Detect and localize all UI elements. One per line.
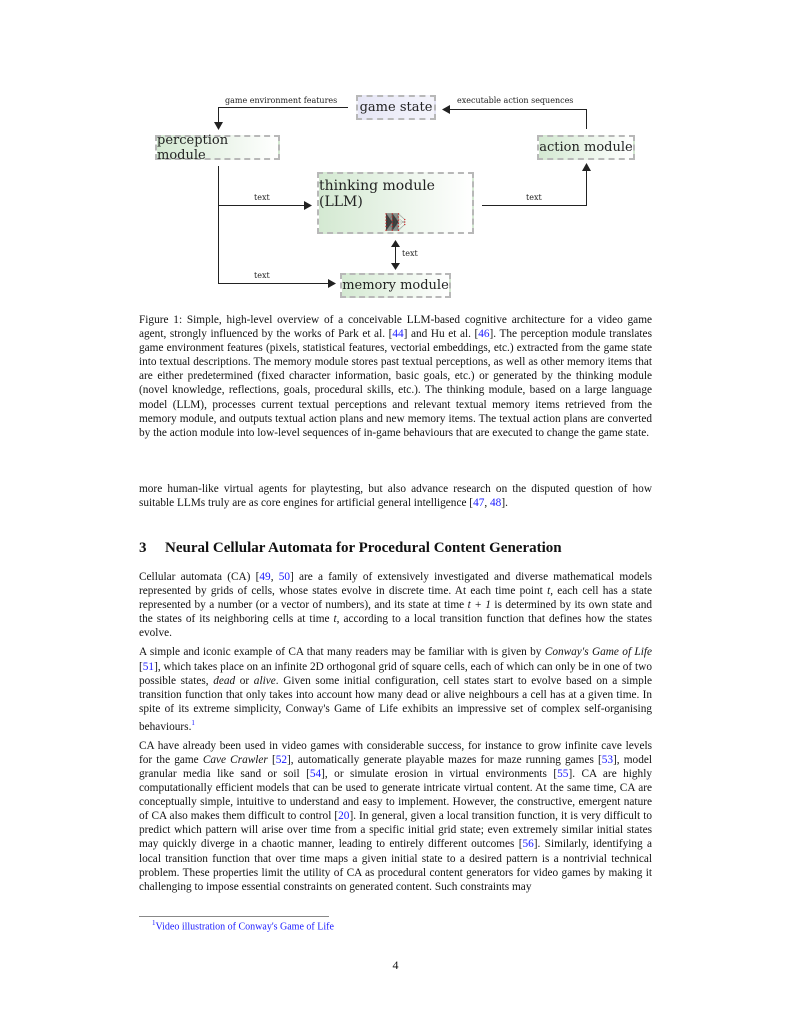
italic-term: alive	[253, 674, 276, 687]
edge-label-text: text	[254, 271, 270, 280]
memory-module-box	[340, 273, 451, 298]
thinking-module-label: thinking module (LLM)	[319, 178, 435, 210]
arrowhead-up-icon	[582, 163, 591, 171]
citation-link[interactable]: 54	[309, 767, 322, 780]
math-variable: t	[547, 585, 551, 598]
arrowhead-up-icon	[391, 240, 400, 247]
math-expression: t + 1	[467, 599, 491, 612]
paragraph-text: is determined by its own state and the states of its neighboring cells at time	[139, 599, 652, 626]
section-title: Neural Cellular Automata for Procedural Content Generation	[165, 540, 562, 556]
citation-link[interactable]: 56	[522, 838, 534, 851]
edge-line	[586, 170, 587, 206]
citation-link[interactable]: 50	[278, 571, 291, 583]
edge-label-game-environment-features: game environment features	[225, 96, 338, 105]
paragraph-text: CA have already been used in video games with considerable success, for instance to grow infinite cave levels for the game	[139, 739, 652, 766]
paragraph-text: [	[139, 660, 143, 673]
citation-link[interactable]: 53	[601, 753, 614, 766]
paragraph-text: [	[267, 753, 276, 766]
paragraph-3	[139, 739, 652, 894]
paragraph-text: , according to a local transition function that defines how the states evolve.	[139, 613, 653, 640]
page-number: 4	[392, 958, 399, 972]
game-state-label: game state	[359, 100, 433, 115]
caption-text: ]. The perception module translates game environment features (pixels, statistical features, vectorial embeddings, etc.) extracted from the game state into textual descriptions. The memory module stores past textual perceptions, as well as other memory items that are either predetermined (fixed character information, basic goals, etc.) or generated by the thinking module (novel knowledge, reflections, goals, procedural skills, etc.). The thinking module, based on a large language model (LLM), processes current textual perceptions and relevant textual memory items retrieved from the memory module, and outputs textual action plans and new memory items. The textual action plans are converted by the action module into low-level sequences of in-game behaviours that are executed to change the game state.	[139, 328, 652, 439]
neural-network-icon	[378, 212, 414, 232]
arrowhead-down-icon	[214, 122, 223, 130]
paragraph-text: or	[235, 674, 254, 687]
edge-label-text: text	[254, 193, 270, 202]
paragraph-text: ]. Similarly, identifying a local transition function that over time maps a given initial state to a desired pattern is a nontrivial technical problem. These properties limit the utility of CA as procedural content generators for video games by making it challenging to impose essential constraints on generated content. Such constraints may	[139, 838, 652, 893]
arrowhead-right-icon	[304, 201, 312, 210]
perception-module-label: perception module	[157, 132, 229, 163]
italic-term: Conway's Game of Life	[544, 646, 653, 659]
action-module-box	[537, 135, 635, 160]
paragraph-text: ], or simulate erosion in virtual environments [	[321, 767, 558, 780]
section-number: 3	[139, 540, 147, 556]
memory-module-label: memory module	[342, 278, 449, 293]
paragraph-text: . Given some initial configuration, cell states start to evolve based on a simple transition function that only takes into account how many dead or alive neighbours a cell has at a given time. In spite of its extreme simplicity, Conway's Game of Life exhibits an impressive set of complex self-organising behaviours.	[139, 674, 652, 733]
paragraph-text: ], which takes place on an infinite 2D orthogonal grid of square cells, each of which can only be in one of two possible states,	[139, 660, 652, 687]
edge-line	[218, 283, 331, 284]
paragraph-text: ]. CA are highly computationally efficient models that can be used to generate intricate virtual content. At the same time, CA are conceptually simple, intuitive to understand and easy to implement. However, the constructive, emergent nature of CA also makes them difficult to control [	[139, 767, 652, 823]
thinking-module-box	[317, 172, 474, 234]
paragraph-text: more human-like virtual agents for playtesting, but also advance research on the disputed question of how suitable LLMs truly are as core engines for artificial general intelligence [	[139, 483, 652, 510]
edge-line	[395, 245, 396, 265]
footnote-link[interactable]	[152, 919, 334, 932]
paragraph-text: ], model granular media like sand or soil [	[139, 753, 652, 780]
paragraph-2	[139, 645, 652, 733]
italic-term: dead	[213, 674, 236, 687]
edge-line	[448, 109, 587, 110]
edge-line	[586, 109, 587, 129]
paragraph-text: Cellular automata (CA) [	[139, 571, 260, 583]
citation-link[interactable]: 49	[259, 571, 271, 583]
citation-link[interactable]: 51	[142, 660, 155, 673]
section-body	[139, 570, 652, 899]
paragraph-text: ,	[484, 497, 491, 510]
citation-link[interactable]: 55	[557, 767, 569, 780]
footnote-divider	[139, 916, 329, 917]
edge-label-text: text	[402, 249, 418, 258]
edge-line	[218, 166, 219, 283]
continuation-paragraph	[139, 482, 652, 515]
edge-line	[218, 205, 306, 206]
paragraph-text: A simple and iconic example of CA that many readers may be familiar with is given by	[139, 646, 545, 659]
citation-link[interactable]: 47	[473, 497, 485, 510]
citation-link[interactable]: 46	[478, 328, 490, 341]
footnote-mark: 1	[152, 919, 156, 927]
paragraph-text: ], automatically generate playable mazes for maze running games [	[287, 753, 602, 766]
footnote-reference-link[interactable]: 1	[191, 718, 195, 727]
arrowhead-right-icon	[328, 279, 336, 288]
paragraph-text: , each cell has a state represented by a number (or a vector of numbers), and its state at time	[139, 585, 653, 612]
caption-text: ] and Hu et al. [	[403, 328, 479, 341]
paragraph-1	[139, 570, 652, 640]
game-state-box	[356, 95, 436, 120]
math-variable: t	[333, 613, 337, 626]
edge-label-text: text	[526, 193, 542, 202]
paragraph-text: ] are a family of extensively investigated and diverse mathematical models represented by grids of cells, whose states evolve in discrete time. At each time point	[139, 571, 652, 598]
citation-link[interactable]: 20	[338, 810, 350, 823]
perception-module-box	[155, 132, 280, 163]
section-heading	[139, 540, 562, 557]
paragraph-text: ,	[270, 571, 279, 583]
paragraph-text: ]. In general, given a local transition function, it is very difficult to predict which pattern will arise over time from a specific initial grid state; even extremely similar initial states may quickly diverge in a chaotic manner, leading to entirely different outcomes [	[139, 810, 652, 851]
arrowhead-down-icon	[391, 263, 400, 270]
arrowhead-left-icon	[442, 105, 450, 114]
italic-term: Cave Crawler	[202, 753, 268, 766]
caption-text: Figure 1: Simple, high-level overview of a conceivable LLM-based cognitive architecture for a video game agent, strongly influenced by the works of Park et al. [	[139, 314, 652, 341]
citation-link[interactable]: 48	[490, 497, 502, 510]
footnote-text[interactable]: Video illustration of Conway's Game of Life	[155, 921, 334, 933]
edge-line	[218, 107, 348, 108]
citation-link[interactable]: 44	[392, 328, 404, 341]
edge-line	[482, 205, 587, 206]
citation-link[interactable]: 52	[275, 753, 288, 766]
action-module-label: action module	[539, 140, 633, 155]
paragraph-text: ].	[501, 497, 508, 510]
edge-label-executable-action-sequences: executable action sequences	[457, 96, 574, 105]
figure-1-diagram	[0, 0, 791, 310]
figure-caption	[139, 313, 652, 440]
